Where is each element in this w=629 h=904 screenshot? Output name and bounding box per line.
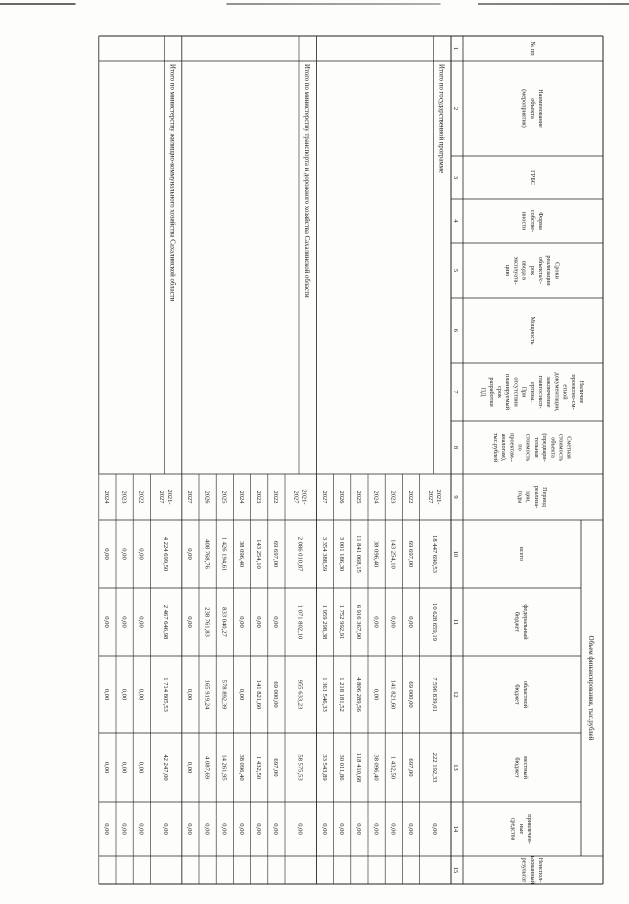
period-cell: 2024: [237, 490, 245, 504]
local-cell: 1 432,50: [255, 755, 262, 780]
column-number-6: 6: [452, 328, 459, 333]
federal-cell: 0,00: [255, 616, 262, 628]
federal-cell: 0,00: [186, 616, 194, 628]
group-title-2: Итого по министерству жилищно-коммунального хозяйства Сахалинской области: [168, 64, 176, 302]
period-cell: 2021-2027: [292, 489, 308, 505]
header-col-8: Сметнаястоимостьобъекта(предвари-тельнаястоимостьпопроектам--аналогам),тыс.рублей: [491, 432, 573, 463]
attracted-cell: 0,00: [103, 823, 111, 835]
regional-cell: 1 714 805,53: [161, 677, 169, 712]
regional-cell: 0,00: [372, 688, 380, 701]
regional-cell: 0,00: [237, 688, 245, 701]
period-cell: 2026: [203, 490, 211, 504]
federal-cell: 238 761,83: [203, 607, 211, 637]
federal-cell: 0,00: [120, 616, 128, 628]
attracted-cell: 0,00: [372, 823, 380, 835]
local-cell: 33 543,89: [320, 754, 328, 781]
column-number-2: 2: [452, 106, 459, 111]
local-cell: 14 261,95: [220, 754, 228, 781]
header-col-1: № пп: [528, 41, 536, 56]
local-cell: 118 410,68: [355, 752, 363, 783]
period-cell: 2022: [272, 490, 280, 504]
header-col-14: привлечен-ныесредства: [509, 814, 534, 844]
period-cell: 2024: [372, 490, 380, 504]
total-cell: 3 354 388,59: [320, 536, 328, 572]
local-cell: 30 011,86: [338, 754, 345, 781]
regional-cell: 69 000,00: [272, 681, 280, 708]
local-cell: 0,00: [137, 761, 145, 774]
total-cell: 0,00: [137, 548, 145, 560]
total-cell: 69 697,00: [272, 540, 280, 568]
attracted-cell: 0,00: [389, 823, 397, 835]
column-number-14: 14: [452, 825, 459, 833]
attracted-cell: 0,00: [272, 823, 280, 835]
total-cell: 11 841 068,15: [355, 535, 363, 573]
total-cell: 3 001 186,30: [338, 536, 345, 572]
local-cell: 1 432,50: [389, 755, 397, 780]
regional-cell: 0,00: [103, 688, 111, 701]
regional-cell: 1 218 181,52: [338, 677, 345, 712]
period-cell: 2023: [255, 490, 262, 504]
total-cell: 0,00: [186, 548, 194, 560]
federal-cell: 6 916 367,90: [355, 604, 363, 640]
local-cell: 697,00: [406, 758, 414, 777]
local-cell: 38 096,40: [237, 754, 245, 781]
column-number-11: 11: [452, 618, 459, 626]
federal-cell: 10 628 659,19: [431, 603, 439, 641]
local-cell: 0,00: [103, 761, 111, 774]
header-col-10: всего: [517, 547, 525, 561]
regional-cell: 1 361 546,33: [320, 677, 328, 712]
total-cell: 18 447 690,53: [431, 535, 439, 573]
header-col-7: Наличиепроектно-см-етнойдокументации,заключениеглавгосэксп-ертизы.ПриотсутствиипланируемыйсрокразработкиПД: [479, 372, 586, 412]
total-cell: 38 096,40: [372, 540, 380, 568]
local-cell: 42 247,00: [161, 754, 169, 781]
federal-cell: 1 959 298,38: [320, 604, 328, 640]
regional-cell: 165 919,24: [203, 679, 211, 710]
attracted-cell: 0,00: [296, 823, 304, 835]
total-cell: 0,00: [120, 548, 128, 560]
local-cell: 697,00: [272, 758, 280, 777]
total-cell: 69 697,00: [406, 540, 414, 568]
attracted-cell: 0,00: [338, 823, 345, 835]
regional-cell: 141 821,60: [255, 679, 262, 710]
table-rotated-group: [99, 36, 603, 885]
regional-cell: 141 821,60: [389, 679, 397, 710]
regional-cell: 4 806 289,56: [355, 677, 363, 712]
regional-cell: 69 000,00: [406, 681, 414, 708]
federal-cell: 0,00: [406, 616, 414, 628]
federal-cell: 833 040,27: [220, 607, 228, 637]
federal-cell: 0,00: [237, 616, 245, 628]
attracted-cell: 0,00: [431, 823, 439, 835]
header-col-11: федеральныйбюджет: [513, 604, 529, 640]
period-cell: 2025: [220, 490, 228, 504]
regional-cell: 7 596 839,01: [431, 677, 439, 712]
group-title-1: Итого по министерству транспорта и дорожного хозяйства Сахалинской области: [302, 64, 310, 298]
column-number-4: 4: [452, 219, 459, 223]
attracted-cell: 0,00: [186, 823, 194, 835]
regional-cell: 578 892,39: [220, 679, 228, 710]
header-col-3: ГРБС: [528, 170, 536, 185]
column-number-8: 8: [452, 445, 459, 450]
period-cell: 2023: [389, 490, 397, 504]
column-number-1: 1: [452, 46, 459, 51]
attracted-cell: 0,00: [255, 823, 262, 835]
local-cell: 58 575,53: [296, 754, 304, 781]
federal-cell: 0,00: [103, 616, 111, 628]
total-cell: 1 426 194,61: [220, 536, 228, 572]
federal-cell: 1 071 802,10: [296, 604, 304, 640]
period-cell: 2024: [103, 490, 111, 504]
column-number-3: 3: [452, 175, 459, 180]
total-cell: 143 254,10: [389, 539, 397, 569]
local-cell: 38 096,40: [372, 754, 380, 781]
period-cell: 2021-2027: [427, 489, 443, 505]
group-title-0: Итого по государственной программе: [437, 64, 445, 174]
period-cell: 2026: [338, 490, 345, 504]
regional-cell: 0,00: [120, 688, 128, 701]
column-number-5: 5: [452, 268, 459, 273]
header-col-9: Периодреализа-ции,годы: [516, 485, 549, 509]
regional-cell: 0,00: [186, 688, 194, 701]
attracted-cell: 0,00: [220, 823, 228, 835]
header-col-4: Формасобстве-нности: [520, 209, 545, 233]
header-col-12: областнойбюджет: [513, 680, 529, 709]
period-cell: 2027: [320, 490, 328, 504]
attracted-cell: 0,00: [161, 823, 169, 835]
regional-cell: 0,00: [137, 688, 145, 701]
period-cell: 2023: [120, 490, 128, 504]
funding-group-title: Объем финансирования, тыс.рублей: [587, 635, 594, 741]
column-number-13: 13: [452, 764, 459, 771]
column-number-15: 15: [452, 866, 459, 874]
period-cell: 2025: [355, 490, 363, 504]
federal-cell: 1 752 992,91: [338, 604, 345, 640]
column-number-12: 12: [452, 691, 459, 698]
header-col-2: Наименованиеобъекта(мероприятия): [520, 89, 545, 128]
period-cell: 2022: [406, 490, 414, 504]
federal-cell: 0,00: [389, 616, 397, 628]
attracted-cell: 0,00: [355, 823, 363, 835]
local-cell: 0,00: [120, 761, 128, 774]
header-col-13: местныйбюджет: [513, 755, 529, 780]
total-cell: 408 768,76: [203, 539, 211, 569]
header-col-5: Срокиреализацииобъекта/с-рокввода вэксплуата-цию: [504, 255, 561, 286]
federal-cell: 2 467 646,98: [161, 604, 169, 640]
attracted-cell: 0,00: [120, 823, 128, 835]
local-cell: 4 087,69: [203, 755, 211, 780]
attracted-cell: 0,00: [137, 823, 145, 835]
attracted-cell: 0,00: [406, 823, 414, 835]
local-cell: 0,00: [186, 761, 194, 774]
local-cell: 222 192,33: [431, 752, 439, 783]
period-cell: 2022: [137, 490, 145, 504]
total-cell: 4 224 699,50: [161, 536, 169, 572]
column-number-9: 9: [452, 495, 459, 499]
period-cell: 2021-2027: [157, 489, 173, 505]
federal-cell: 0,00: [272, 616, 280, 628]
attracted-cell: 0,00: [320, 823, 328, 835]
period-cell: 2027: [186, 490, 194, 504]
header-col-6: Мощность: [528, 316, 536, 345]
federal-cell: 0,00: [137, 616, 145, 628]
regional-cell: 955 633,23: [296, 679, 304, 710]
header-col-15: Неиспол-ьзованныйрезультат: [520, 855, 545, 885]
attracted-cell: 0,00: [237, 823, 245, 835]
total-cell: 143 254,10: [255, 539, 262, 569]
total-cell: 2 086 010,87: [296, 536, 304, 572]
column-number-7: 7: [452, 390, 459, 394]
total-cell: 0,00: [103, 548, 111, 560]
column-number-10: 10: [452, 550, 459, 558]
federal-cell: 0,00: [372, 616, 380, 628]
attracted-cell: 0,00: [203, 823, 211, 835]
total-cell: 38 096,40: [237, 540, 245, 568]
